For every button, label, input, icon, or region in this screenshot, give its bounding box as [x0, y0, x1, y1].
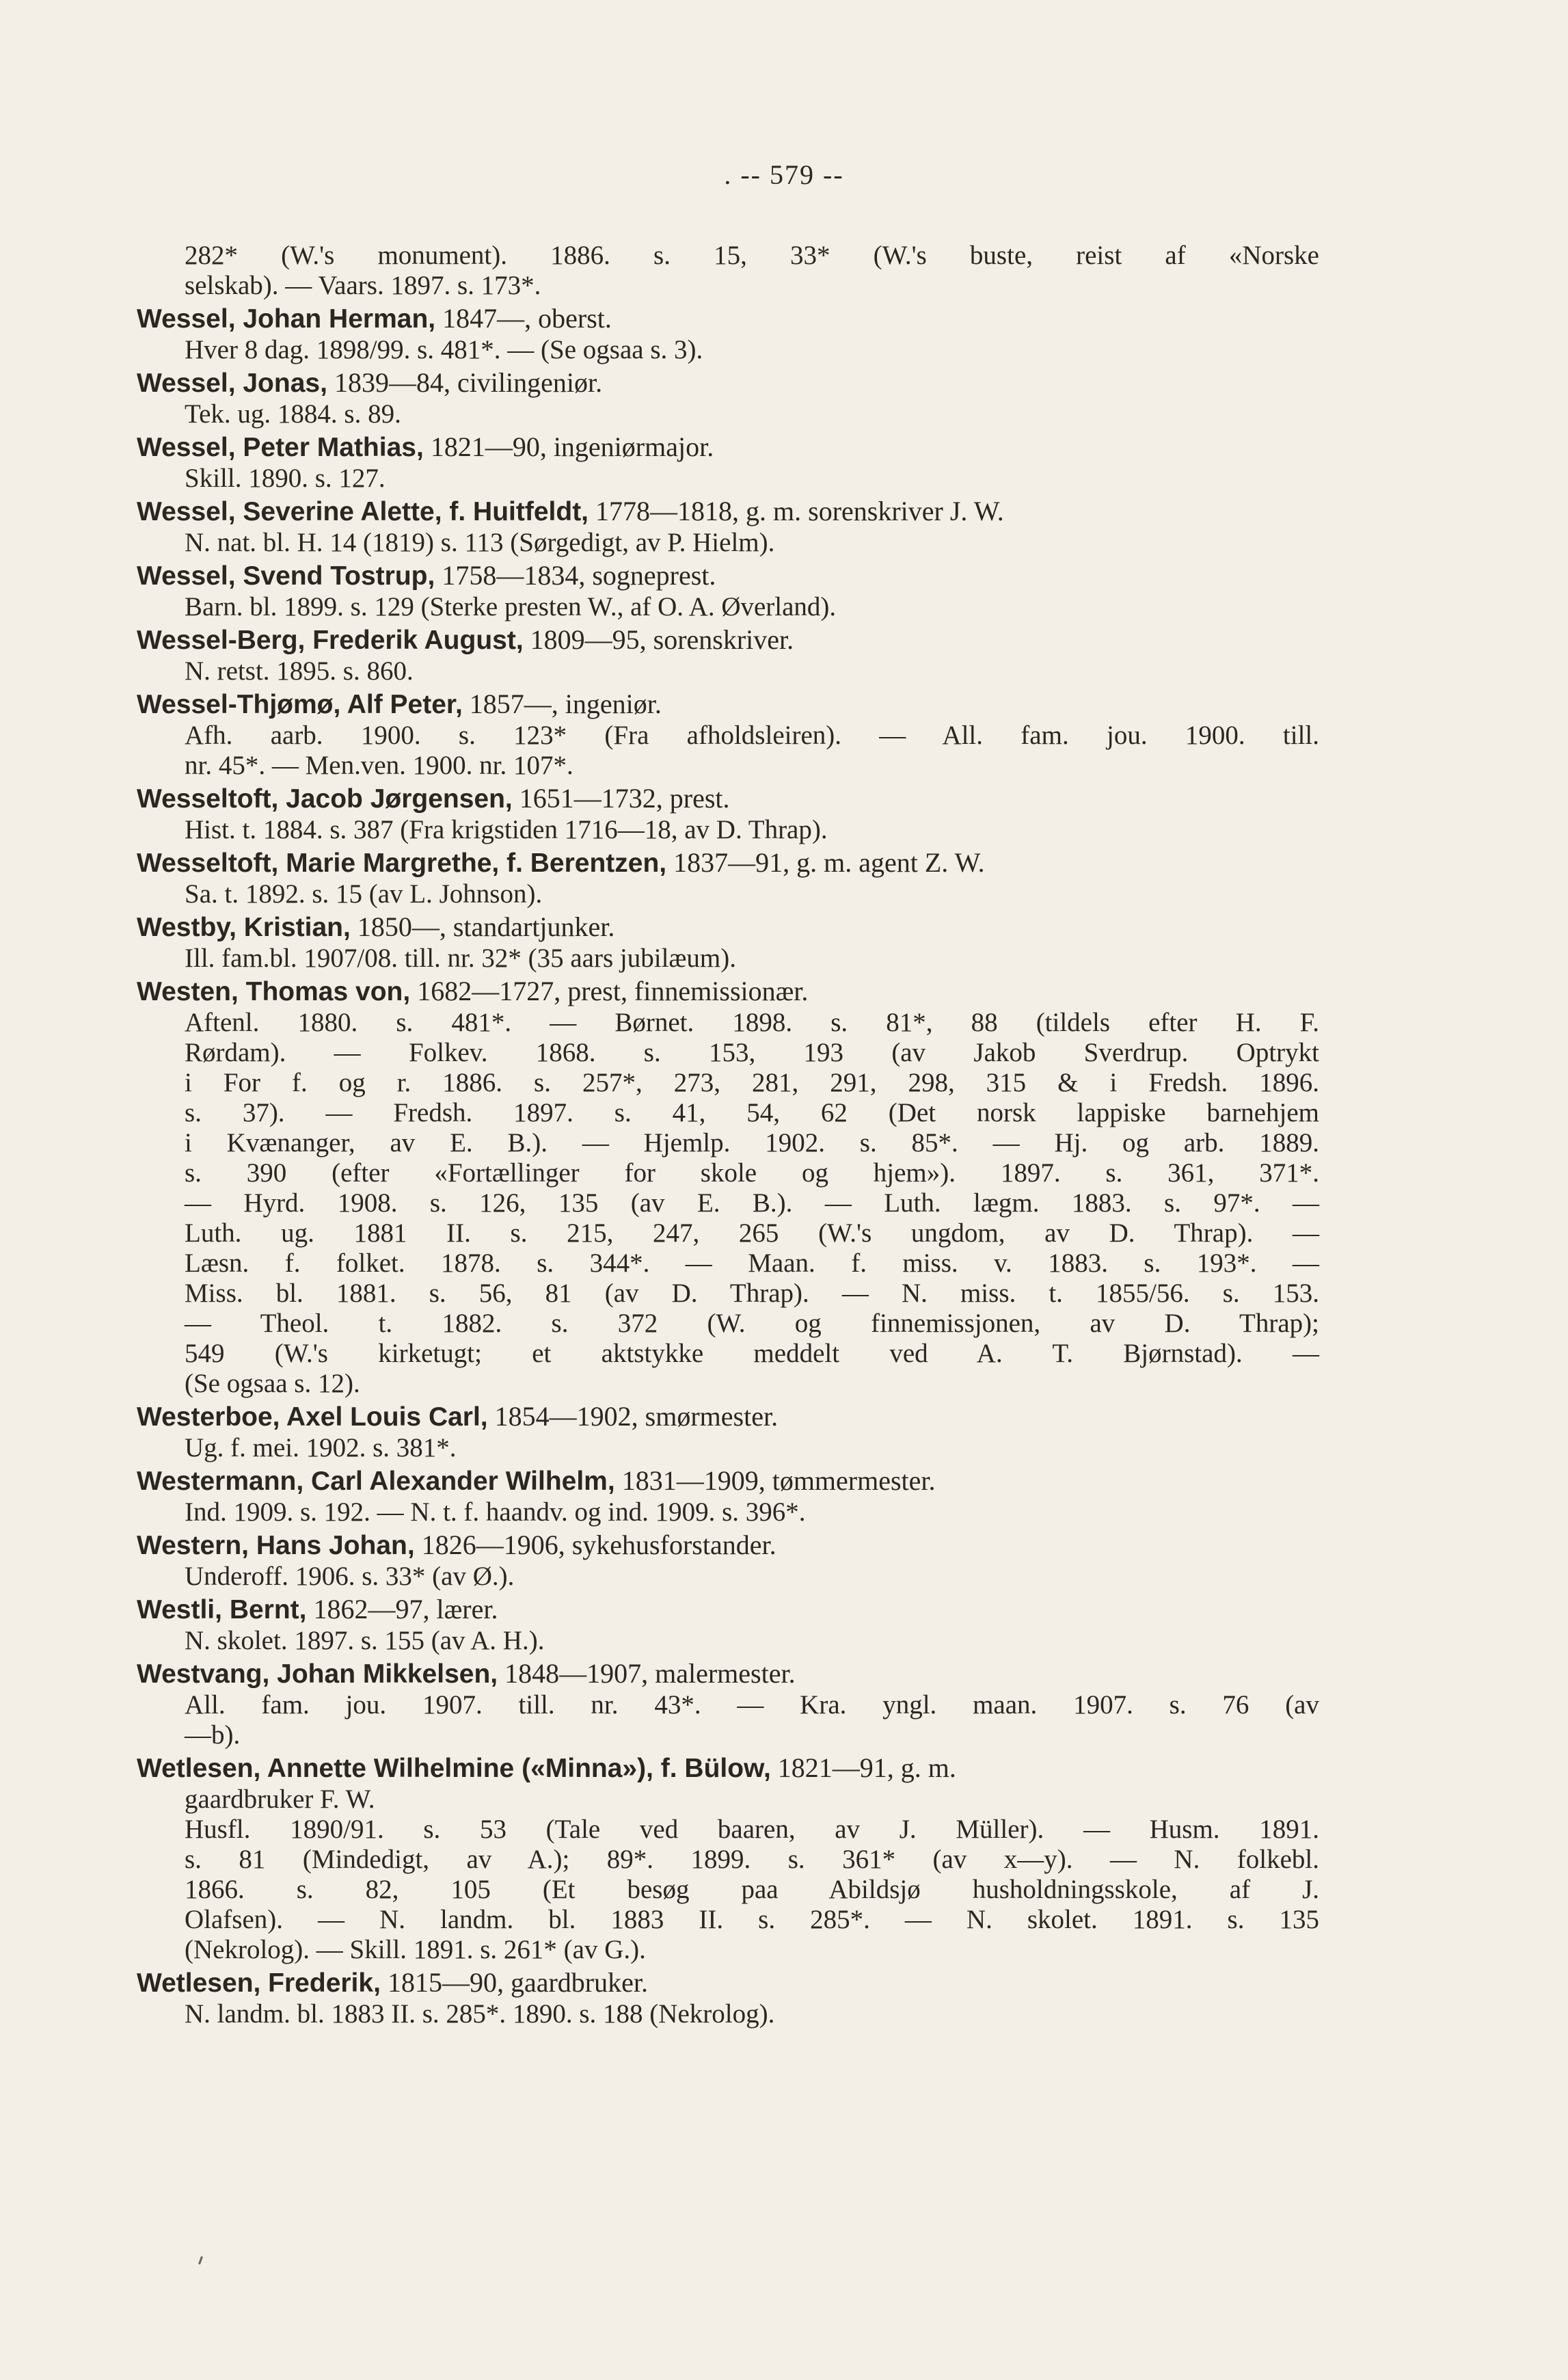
reference-line: 549 (W.'s kirketugt; et aktstykke meddelt ved A. T. Bjørnstad). — [185, 1339, 1319, 1368]
entry-dates-occupation: 1821—91, g. m. [770, 1752, 956, 1783]
entry-dates-occupation: 1815—90, gaardbruker. [380, 1967, 648, 1998]
reference-line: Ind. 1909. s. 192. — N. t. f. haandv. og ind. 1909. s. 396*. [185, 1497, 806, 1527]
reference-line: Rørdam). — Folkev. 1868. s. 153, 193 (av Jakob Sverdrup. Optrykt [185, 1038, 1319, 1067]
reference-line: Hver 8 dag. 1898/99. s. 481*. — (Se ogsaa s. 3). [185, 335, 703, 364]
entry-name: Wessel-Berg, Frederik August, [137, 626, 524, 655]
stray-mark [198, 2256, 203, 2264]
entry-dates-occupation: 1651—1732, prest. [512, 783, 730, 814]
reference-line: 282* (W.'s monument). 1886. s. 15, 33* (W.'s buste, reist af «Norske [185, 241, 1319, 270]
reference-line: s. 37). — Fredsh. 1897. s. 41, 54, 62 (Det norsk lappiske barnehjem [185, 1098, 1319, 1127]
entry-dates-occupation: 1857—, ingeniør. [462, 688, 662, 719]
reference-line: Ug. f. mei. 1902. s. 381*. [185, 1433, 457, 1462]
reference-line: 1866. s. 82, 105 (Et besøg paa Abildsjø husholdningsskole, af J. [185, 1875, 1319, 1904]
reference-line: Sa. t. 1892. s. 15 (av L. Johnson). [185, 879, 543, 909]
reference-line: Underoff. 1906. s. 33* (av Ø.). [185, 1562, 515, 1591]
entry-name: Wessel, Severine Alette, f. Huitfeldt, [137, 497, 589, 526]
entry-dates-occupation: 1854—1902, smørmester. [487, 1401, 779, 1432]
entry-heading-line [137, 976, 1319, 1008]
reference-line: Læsn. f. folket. 1878. s. 344*. — Maan. f. miss. v. 1883. s. 193*. — [185, 1248, 1319, 1278]
entry-name: Wessel, Svend Tostrup, [137, 561, 435, 591]
entry-dates-occupation: 1847—, oberst. [435, 303, 612, 334]
reference-line: All. fam. jou. 1907. till. nr. 43*. — Kra. yngl. maan. 1907. s. 76 (av [185, 1690, 1319, 1720]
entry-name: Wetlesen, Annette Wilhelmine («Minna»), f. Bülow, [137, 1754, 771, 1783]
entry-heading-line [137, 847, 1319, 879]
entry-name: Westen, Thomas von, [137, 977, 411, 1006]
entry-heading-line [137, 303, 1319, 335]
entry-heading-line [137, 911, 1319, 944]
entry-heading-line [137, 688, 1319, 721]
reference-line: i Kvænanger, av E. B.). — Hjemlp. 1902. s. 85*. — Hj. og arb. 1889. [185, 1128, 1319, 1158]
reference-line: N. skolet. 1897. s. 155 (av A. H.). [185, 1626, 545, 1655]
reference-line: (Se ogsaa s. 12). [185, 1369, 360, 1398]
entry-dates-occupation: 1862—97, lærer. [306, 1594, 498, 1624]
entry-name: Wesseltoft, Marie Margrethe, f. Berentzen, [137, 848, 667, 878]
reference-line: Aftenl. 1880. s. 481*. — Børnet. 1898. s. 81*, 88 (tildels efter H. F. [185, 1008, 1319, 1037]
reference-line: N. landm. bl. 1883 II. s. 285*. 1890. s. 188 (Nekrolog). [185, 1999, 775, 2029]
reference-line: (Nekrolog). — Skill. 1891. s. 261* (av G.). [185, 1935, 646, 1964]
entry-name: Westermann, Carl Alexander Wilhelm, [137, 1467, 615, 1496]
entry-dates-occupation: 1848—1907, malermester. [498, 1658, 796, 1689]
entry-heading-line [137, 367, 1319, 399]
entry-name: Wessel, Johan Herman, [137, 304, 436, 334]
reference-line: Tek. ug. 1884. s. 89. [185, 399, 401, 429]
entry-heading-line [137, 496, 1319, 528]
entry-dates-occupation: 1850—, standartjunker. [350, 911, 615, 942]
entry-name: Westby, Kristian, [137, 913, 351, 942]
reference-line: Skill. 1890. s. 127. [185, 464, 386, 493]
entry-heading-line [137, 1658, 1319, 1690]
entry-name: Westli, Bernt, [137, 1595, 307, 1624]
entry-name: Wetlesen, Frederik, [137, 1968, 381, 1998]
reference-line: — Theol. t. 1882. s. 372 (W. og finnemissjonen, av D. Thrap); [185, 1309, 1319, 1338]
reference-line: Luth. ug. 1881 II. s. 215, 247, 265 (W.'s ungdom, av D. Thrap). — [185, 1218, 1319, 1248]
entry-dates-occupation: 1831—1909, tømmermester. [614, 1465, 936, 1496]
entry-dates-occupation: 1821—90, ingeniørmajor. [423, 431, 714, 462]
reference-line: selskab). — Vaars. 1897. s. 173*. [185, 271, 541, 300]
reference-line: Miss. bl. 1881. s. 56, 81 (av D. Thrap). — N. miss. t. 1855/56. s. 153. [185, 1279, 1319, 1308]
reference-line: Husfl. 1890/91. s. 53 (Tale ved baaren, av J. Müller). — Husm. 1891. [185, 1815, 1319, 1844]
entry-dates-occupation: 1837—91, g. m. agent Z. W. [666, 847, 985, 878]
reference-line: i For f. og r. 1886. s. 257*, 273, 281, 291, 298, 315 & i Fredsh. 1896. [185, 1068, 1319, 1097]
entry-dates-occupation: 1758—1834, sogneprest. [435, 560, 716, 591]
entry-heading-line [137, 783, 1319, 815]
reference-line: s. 390 (efter «Fortællinger for skole og hjem»). 1897. s. 361, 371*. [185, 1158, 1319, 1188]
entry-dates-occupation: 1682—1727, prest, finnemissionær. [410, 976, 809, 1006]
reference-line: Hist. t. 1884. s. 387 (Fra krigstiden 1716—18, av D. Thrap). [185, 815, 828, 844]
entry-heading-line [137, 560, 1319, 592]
entry-heading-line [137, 1752, 1319, 1784]
reference-line: N. nat. bl. H. 14 (1819) s. 113 (Sørgedigt, av P. Hielm). [185, 528, 775, 557]
entry-name: Western, Hans Johan, [137, 1531, 415, 1560]
reference-line: Olafsen). — N. landm. bl. 1883 II. s. 285*. — N. skolet. 1891. s. 135 [185, 1905, 1319, 1934]
entry-heading-line [137, 1465, 1319, 1497]
entry-dates-occupation: 1778—1818, g. m. sorenskriver J. W. [589, 496, 1004, 526]
entry-heading-line [137, 1401, 1319, 1433]
reference-line: s. 81 (Mindedigt, av A.); 89*. 1899. s. 361* (av x—y). — N. folkebl. [185, 1845, 1319, 1874]
index-entries [137, 241, 1319, 2029]
entry-name: Wesseltoft, Jacob Jørgensen, [137, 784, 513, 814]
entry-heading-line [137, 624, 1319, 656]
entry-name: Wessel-Thjømø, Alf Peter, [137, 690, 463, 719]
entry-heading-line [137, 1594, 1319, 1626]
reference-line: —b). [185, 1720, 241, 1750]
reference-line: Barn. bl. 1899. s. 129 (Sterke presten W., af O. A. Øverland). [185, 592, 837, 621]
reference-line: gaardbruker F. W. [185, 1784, 375, 1814]
entry-name: Wessel, Peter Mathias, [137, 433, 424, 462]
reference-line: Ill. fam.bl. 1907/08. till. nr. 32* (35 aars jubilæum). [185, 944, 737, 973]
entry-dates-occupation: 1809—95, sorenskriver. [523, 624, 794, 655]
reference-line: N. retst. 1895. s. 860. [185, 656, 414, 686]
entry-name: Westvang, Johan Mikkelsen, [137, 1659, 498, 1689]
reference-line: — Hyrd. 1908. s. 126, 135 (av E. B.). — Luth. lægm. 1883. s. 97*. — [185, 1188, 1319, 1218]
page-number: . -- 579 -- [724, 159, 844, 190]
entry-dates-occupation: 1839—84, civilingeniør. [327, 367, 603, 398]
reference-line: Afh. aarb. 1900. s. 123* (Fra afholdsleiren). — All. fam. jou. 1900. till. [185, 721, 1319, 750]
entry-heading-line [137, 1529, 1319, 1562]
entry-heading-line [137, 431, 1319, 464]
entry-name: Westerboe, Axel Louis Carl, [137, 1402, 488, 1432]
reference-line: nr. 45*. — Men.ven. 1900. nr. 107*. [185, 751, 573, 780]
entry-name: Wessel, Jonas, [137, 369, 327, 398]
entry-heading-line [137, 1967, 1319, 1999]
entry-dates-occupation: 1826—1906, sykehusforstander. [414, 1529, 776, 1560]
